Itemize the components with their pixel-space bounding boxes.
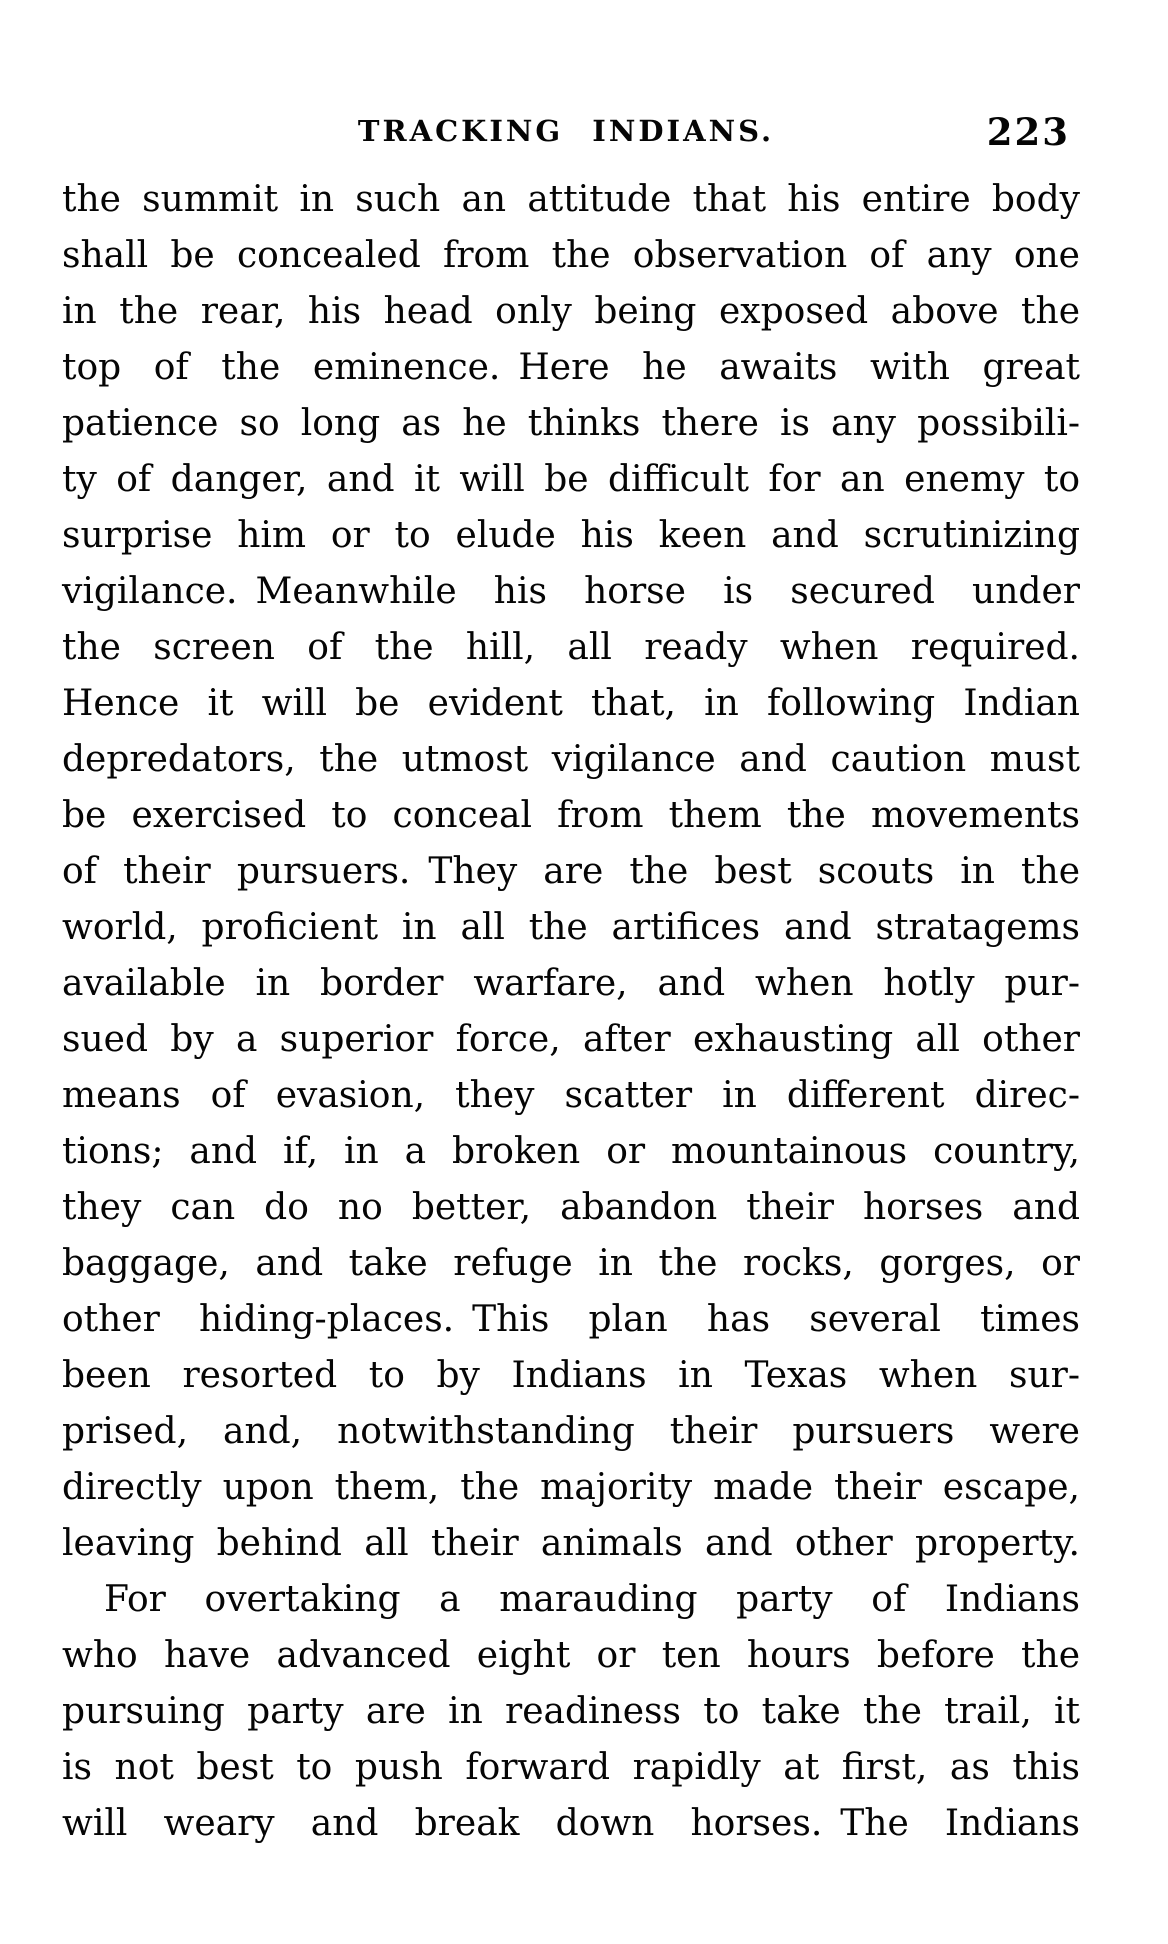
text-line: world, proficient in all the artifices and stratagems [62, 907, 1080, 948]
text-line: Hence it will be evident that, in following Indian [62, 683, 1080, 724]
text-line: been resorted to by Indians in Texas when sur- [62, 1355, 1080, 1396]
page-body [62, 172, 1080, 1852]
text-line: who have advanced eight or ten hours before the [62, 1635, 1080, 1676]
text-line: depredators, the utmost vigilance and caution must [62, 739, 1080, 780]
text-line: For overtaking a marauding party of Indians [104, 1579, 1080, 1620]
running-title: TRACKING INDIANS. [357, 114, 775, 148]
text-line: patience so long as he thinks there is any possibili- [62, 403, 1080, 444]
text-line: shall be concealed from the observation of any one [62, 235, 1080, 276]
text-line: ty of danger, and it will be difficult for an enemy to [62, 459, 1080, 500]
text-line: tions; and if, in a broken or mountainous country, [62, 1131, 1080, 1172]
text-line: leaving behind all their animals and other property. [62, 1523, 1080, 1564]
text-line: baggage, and take refuge in the rocks, gorges, or [62, 1243, 1080, 1284]
text-line: in the rear, his head only being exposed above the [62, 291, 1080, 332]
text-line: of their pursuers. They are the best scouts in the [62, 851, 1080, 892]
text-line: available in border warfare, and when hotly pur- [62, 963, 1080, 1004]
text-line: directly upon them, the majority made their escape, [62, 1467, 1080, 1508]
page-header [0, 110, 1168, 154]
text-line: other hiding-places. This plan has several times [62, 1299, 1080, 1340]
text-line: top of the eminence. Here he awaits with great [62, 347, 1080, 388]
text-line: be exercised to conceal from them the movements [62, 795, 1080, 836]
text-line: pursuing party are in readiness to take the trail, it [62, 1691, 1080, 1732]
text-line: vigilance. Meanwhile his horse is secured under [62, 571, 1080, 612]
text-line: will weary and break down horses. The Indians [62, 1803, 1080, 1844]
text-line: means of evasion, they scatter in different direc- [62, 1075, 1080, 1116]
text-line: surprise him or to elude his keen and scrutinizing [62, 515, 1080, 556]
text-line: prised, and, notwithstanding their pursuers were [62, 1411, 1080, 1452]
text-line: is not best to push forward rapidly at first, as this [62, 1747, 1080, 1788]
text-line: the summit in such an attitude that his entire body [62, 179, 1080, 220]
text-line: the screen of the hill, all ready when required. [62, 627, 1080, 668]
page-number: 223 [986, 110, 1070, 154]
paragraph-1 [62, 172, 1080, 1572]
text-line: sued by a superior force, after exhausting all other [62, 1019, 1080, 1060]
paragraph-2 [62, 1572, 1080, 1852]
text-line: they can do no better, abandon their horses and [62, 1187, 1080, 1228]
